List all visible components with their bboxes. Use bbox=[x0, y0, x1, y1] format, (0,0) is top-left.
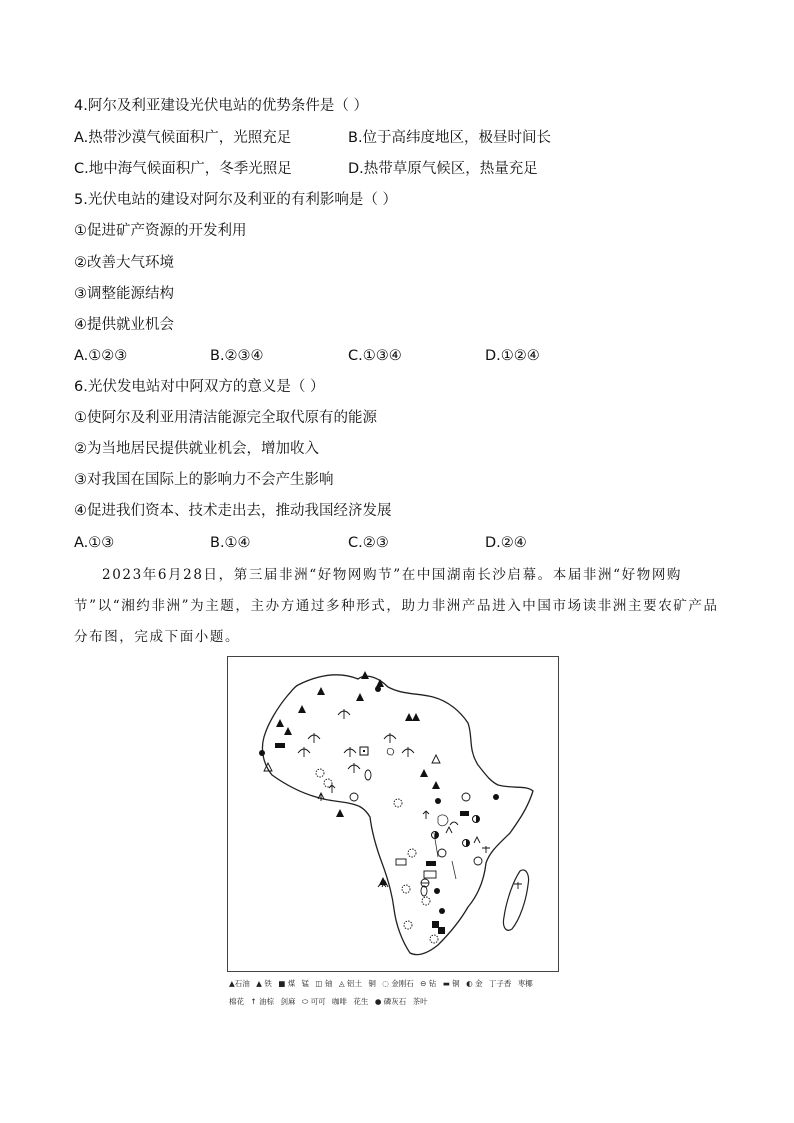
legend-item: 棉花 bbox=[229, 997, 244, 1006]
map-legend-row-1 bbox=[229, 978, 537, 990]
question-4-stem: 4.阿尔及利亚建设光伏电站的优势条件是（ ） bbox=[74, 98, 368, 114]
oil-icon bbox=[284, 671, 440, 885]
question-6-stem: 6.光伏发电站对中阿双方的意义是（ ） bbox=[74, 379, 325, 395]
question-6-item: ①使阿尔及利亚用清洁能源完全取代原有的能源 bbox=[74, 410, 377, 426]
africa-map-drawing bbox=[228, 657, 558, 971]
question-6-item: ②为当地居民提供就业机会，增加收入 bbox=[74, 441, 319, 457]
sisal-icon bbox=[318, 793, 480, 887]
legend-item: 铜 bbox=[368, 979, 376, 988]
cocoa-icon bbox=[365, 770, 427, 896]
question-4-option-a: A.热带沙漠气候面积广，光照充足 bbox=[74, 130, 292, 146]
legend-item: ● 磷灰石 bbox=[374, 997, 407, 1006]
question-5-item: ①促进矿产资源的开发利用 bbox=[74, 223, 247, 239]
question-6-option-b: B.①④ bbox=[210, 535, 251, 551]
legend-item: 咖啡 bbox=[332, 997, 348, 1006]
legend-item: 花生 bbox=[353, 997, 369, 1006]
question-6-item: ③对我国在国际上的影响力不会产生影响 bbox=[74, 472, 334, 488]
gold-icon bbox=[432, 816, 480, 847]
legend-item: ◬ 铝土 bbox=[338, 979, 363, 988]
lake-chad bbox=[387, 748, 393, 755]
legend-item: ■ 煤 bbox=[278, 979, 296, 988]
legend-item: ▲ 铁 bbox=[256, 979, 272, 988]
legend-item: ▬ 铜 bbox=[442, 979, 460, 988]
legend-item: ⬭ 可可 bbox=[301, 997, 326, 1006]
question-5-option-a: A.①②③ bbox=[74, 348, 128, 364]
question-5-item: ②改善大气环境 bbox=[74, 255, 174, 271]
reading-passage: 2023年6月28日，第三届非洲“好物网购节”在中国湖南长沙启幕。本届非洲“好物网购节”以“湘约非洲”为主题，主办方通过多种形式，助力非洲产品进入中国市场读非洲主要农矿产品分布图，完成下面小题。 bbox=[74, 567, 719, 645]
africa-resource-map bbox=[227, 656, 559, 972]
clove-icon bbox=[482, 846, 522, 889]
legend-item: ⊖ 钻 bbox=[420, 979, 437, 988]
question-4-option-b: B.位于高纬度地区，极昼时间长 bbox=[348, 130, 552, 146]
question-5-item: ④提供就业机会 bbox=[74, 317, 174, 333]
legend-item: ◌ 金刚石 bbox=[382, 979, 414, 988]
question-5-option-b: B.②③④ bbox=[210, 348, 264, 364]
legend-item: 茶叶 bbox=[412, 997, 428, 1006]
legend-item: 丁子香 bbox=[488, 979, 512, 988]
legend-item: ◫ 铀 bbox=[315, 979, 333, 988]
question-5-option-c: C.①③④ bbox=[348, 348, 402, 364]
diamond-icon bbox=[316, 769, 438, 943]
uranium-icon bbox=[360, 747, 368, 755]
legend-item: ◐ 金 bbox=[466, 979, 483, 988]
legend-item: ▲石油 bbox=[229, 979, 250, 988]
bauxite-icon bbox=[264, 755, 440, 771]
iron-icon bbox=[276, 705, 420, 727]
question-4-option-c: C.地中海气候面积广，冬季光照足 bbox=[74, 161, 292, 177]
question-6-option-d: D.②④ bbox=[485, 535, 527, 551]
legend-item: 剑麻 bbox=[280, 997, 296, 1006]
coal-icon bbox=[275, 743, 469, 934]
madagascar-outline bbox=[503, 870, 528, 930]
question-6-option-a: A.①③ bbox=[74, 535, 115, 551]
date-palm-icon bbox=[298, 709, 414, 773]
question-6-item: ④促进我们资本、技术走出去，推动我国经济发展 bbox=[74, 503, 392, 519]
question-6-option-c: C.②③ bbox=[348, 535, 389, 551]
legend-item: 锰 bbox=[301, 979, 310, 988]
lake-victoria bbox=[438, 815, 448, 826]
question-5-stem: 5.光伏电站的建设对阿尔及利亚的有利影响是（ ） bbox=[74, 192, 397, 208]
map-legend-row-2 bbox=[229, 996, 432, 1008]
question-5-option-d: D.①②④ bbox=[485, 348, 540, 364]
legend-item: 枣椰 bbox=[517, 979, 533, 988]
question-5-item: ③调整能源结构 bbox=[74, 286, 174, 302]
africa-outline bbox=[262, 675, 533, 955]
lake-malawi bbox=[452, 861, 456, 879]
question-4-option-d: D.热带草原气候区，热量充足 bbox=[348, 161, 538, 177]
legend-item: ↑ 油棕 bbox=[250, 997, 275, 1006]
